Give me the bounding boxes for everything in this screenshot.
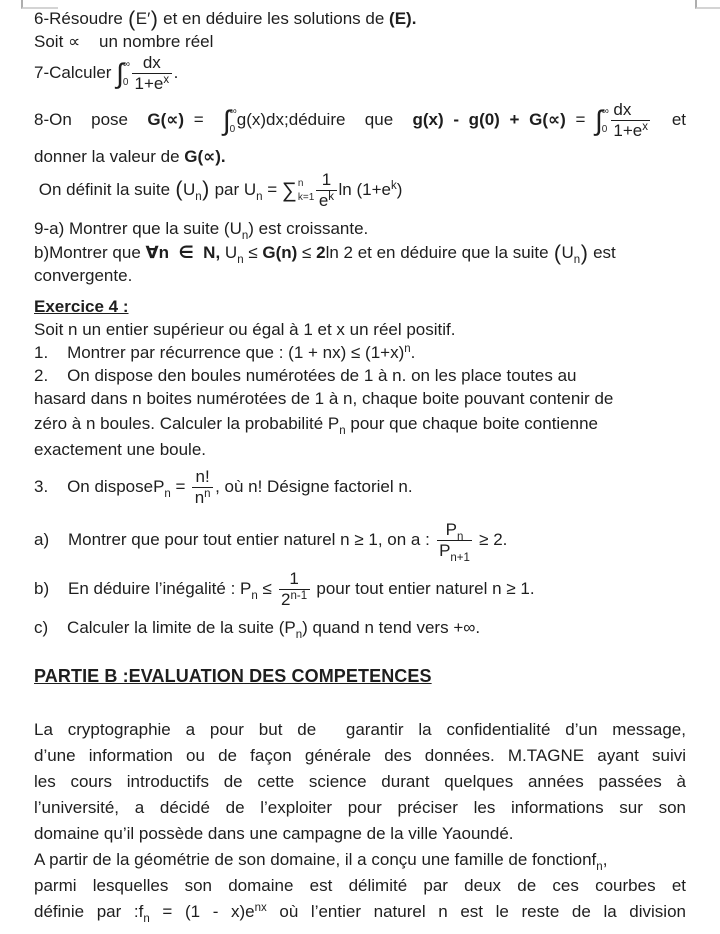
subscript: n: [456, 531, 464, 543]
integral-symbol: ∫ ∞ 0: [116, 57, 131, 89]
fraction: $\frac{P_n}{P_{n+1}}$: [437, 520, 473, 561]
line-q6: 6-Résoudre (E′) et en déduire les solutions de (E).: [34, 6, 417, 31]
fraction: $\frac{dx}{1+e^x}$: [132, 53, 172, 94]
subscript: n: [251, 589, 258, 602]
para-crypto-2: d’une information ou de façon générale des données. M.TAGNE ayant suivi: [34, 746, 686, 765]
fraction: $\frac{1}{2^{n-1}}$: [279, 569, 310, 610]
para-domaine-1: A partir de la géométrie de son domaine, il a conçu une famille de fonctionf$_n$,: [34, 850, 608, 873]
superscript: x: [163, 74, 170, 86]
superscript: k: [328, 191, 335, 203]
line-q9a: 9-a) Montrer que la suite $(U_n)$ est croissante.: [34, 219, 369, 242]
superscript: x: [642, 121, 648, 133]
line-ex4-2d: exactement une boule.: [34, 440, 207, 459]
superscript: k: [390, 179, 397, 192]
para-crypto-3: les cours introductifs de cette science durant quelques années passées à: [34, 772, 686, 791]
heading-partie-b: PARTIE B :EVALUATION DES COMPETENCES: [34, 666, 432, 686]
line-q8-1: 8-On pose G(∝) = ∫ ∞ 0 g(x)dx;déduire que g(x) - g(0) + G(∝) = ∫ ∞ 0 $\frac{dx}{1+e^x}$ et: [34, 100, 686, 140]
integral-symbol: ∫ ∞ 0: [222, 104, 237, 136]
line-ex4-b: b) En déduire l’inégalité : $P_n$ ≤ $\frac{1}{2^{n-1}}$ pour tout entier naturel n ≥ 1.: [34, 569, 535, 609]
subscript: n: [241, 230, 249, 242]
integral-symbol: ∫ ∞ 0: [595, 104, 609, 136]
para-domaine-2: parmi lesquelles son domaine est délimité par deux de ces courbes et: [34, 876, 686, 895]
superscript: n: [404, 343, 411, 355]
line-ex4-2b: hasard dans n boites numérotées de 1 à n, chaque boite pouvant contenir de: [34, 389, 614, 408]
superscript: n-1: [290, 590, 308, 602]
fraction: $\frac{n!}{n^n}$: [192, 467, 213, 508]
para-crypto-4: l’université, a décidé de l’exploiter pour préciser les informations sur son: [34, 798, 686, 817]
line-q7: 7-Calculer ∫ ∞ 0 $\frac{dx}{1+e^x}$ .: [34, 53, 179, 93]
line-ex4-intro: Soit n un entier supérieur ou égal à 1 et x un réel positif.: [34, 320, 456, 339]
document-body: [34, 6, 686, 925]
subscript: n+1: [450, 552, 470, 564]
line-ex4-2a: 2. On dispose den boules numérotées de 1 à n. on les place toutes au: [34, 366, 577, 385]
subscript: n: [195, 190, 202, 203]
subscript: n: [256, 190, 263, 203]
line-q9b: b)Montrer que ∀n ∈ N, $U_n \le G(n) \le 2\ln$ 2 et en déduire que la suite $(U_n)$ est: [34, 240, 616, 266]
subscript: n: [143, 913, 150, 925]
line-ex4-2c: zéro à n boules. Calculer la probabilité $P_n$ pour que chaque boite contienne: [34, 414, 599, 437]
subscript: n: [164, 487, 171, 500]
subscript: n: [573, 254, 581, 266]
line-q9b-cont: convergente.: [34, 266, 133, 285]
para-crypto-1: La cryptographie a pour but de garantir la confidentialité d’un message,: [34, 720, 686, 739]
sum-symbol: ∑ n k=1: [281, 177, 315, 203]
subscript: n: [237, 254, 244, 266]
line-soit-alpha: Soit ∝ un nombre réel: [34, 32, 214, 51]
fraction: $\frac{dx}{1+e^x}$: [611, 100, 651, 141]
line-ex4-a: a) Montrer que pour tout entier naturel n ≥ 1, on a : $\frac{P_n}{P_{n+1}}$ ≥ 2.: [34, 520, 508, 564]
heading-exercice-4: Exercice 4 :: [34, 297, 129, 316]
superscript: nx: [254, 902, 267, 914]
line-ex4-1: 1. Montrer par récurrence que : $(1 + nx) \le (1+x)^n$.: [34, 343, 416, 362]
subscript: n: [339, 425, 346, 437]
subscript: n: [295, 629, 303, 641]
line-ex4-c: c) Calculer la limite de la suite $(P_n)$ quand n tend vers +∞.: [34, 618, 481, 641]
line-def-suite: On définit la suite $(U_n)$ par $U_n$ = ∑ n k=1 $\frac{1}{e^k}$ $\ln (1+e^k)$: [34, 170, 403, 210]
para-domaine-3: définie par $:f_n = (1 - x)e^{nx}$ où l’entier naturel n est le reste de la division: [34, 902, 686, 925]
line-q8-2: donner la valeur de G(∝).: [34, 147, 226, 166]
para-crypto-5: domaine qu’il possède dans une campagne de la ville Yaoundé.: [34, 824, 514, 843]
superscript: n: [204, 488, 211, 500]
line-ex4-3: 3. On disposeP$_n$ = $\frac{n!}{n^n}$ , où n! Désigne factoriel n.: [34, 467, 413, 507]
subscript: n: [596, 861, 603, 873]
fraction: $\frac{1}{e^k}$: [316, 170, 336, 211]
